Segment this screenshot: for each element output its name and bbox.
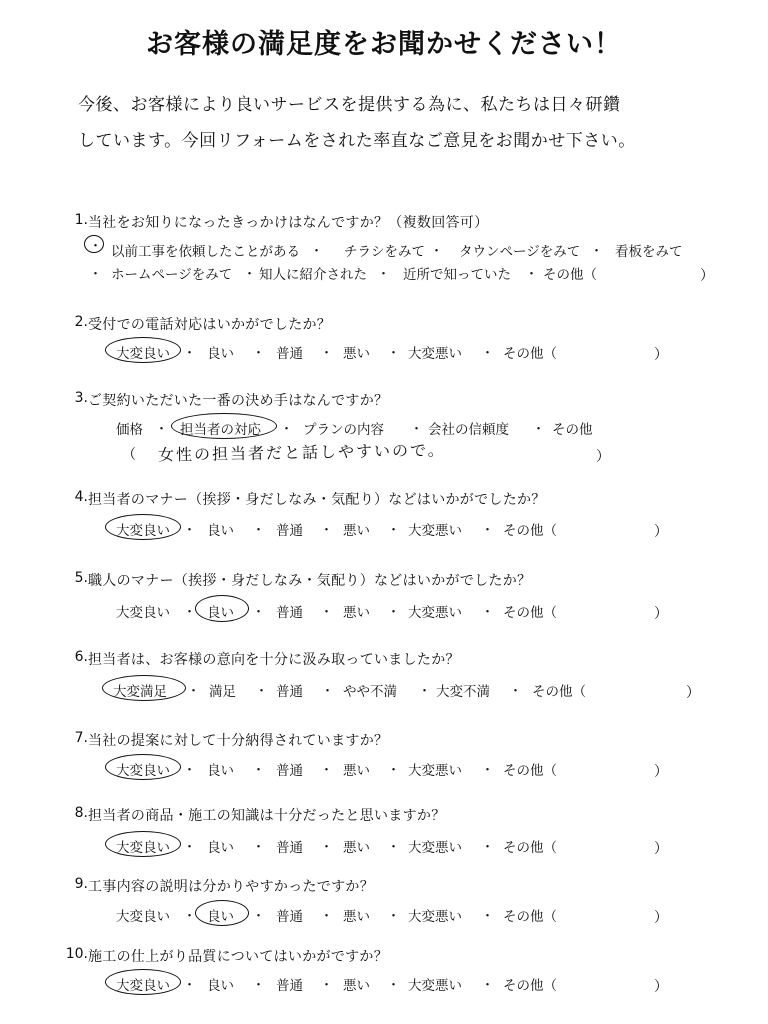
close-paren: ）: [654, 979, 668, 995]
bullet: ・: [183, 909, 197, 924]
bullet: ・: [89, 239, 103, 254]
option[interactable]: 悪い: [343, 523, 370, 539]
bullet: ・: [387, 909, 401, 924]
option[interactable]: 普通: [276, 978, 303, 994]
option[interactable]: 大変悪い: [408, 978, 462, 994]
bullet: ・: [252, 763, 266, 778]
bullet: ・: [387, 346, 401, 361]
option[interactable]: 大変悪い: [408, 523, 462, 539]
option[interactable]: 良い: [207, 763, 234, 779]
option[interactable]: 大変悪い: [408, 840, 462, 856]
option[interactable]: 価格: [116, 422, 143, 438]
option[interactable]: 大変良い: [116, 763, 170, 779]
bullet: ・: [481, 523, 495, 538]
bullet: ・: [183, 605, 197, 620]
other-option[interactable]: その他（: [503, 523, 557, 539]
option[interactable]: 近所で知っていた: [403, 267, 511, 283]
option[interactable]: 悪い: [343, 840, 370, 856]
close-paren: ）: [654, 524, 668, 540]
other-option[interactable]: その他（: [503, 909, 557, 925]
option[interactable]: 悪い: [343, 909, 370, 925]
question-number: 10.: [65, 946, 88, 962]
bullet: ・: [321, 684, 335, 699]
option[interactable]: 良い: [207, 605, 234, 621]
handwritten-answer[interactable]: 女性の担当者だと話しやすいので。: [157, 440, 446, 465]
bullet: ・: [320, 978, 334, 993]
bullet: ・: [481, 346, 495, 361]
option[interactable]: 大変悪い: [408, 346, 462, 362]
survey-title: お客様の満足度をお聞かせください！: [146, 29, 622, 60]
question-text: 工事内容の説明は分かりやすかったですか？: [88, 879, 374, 895]
bullet: ・: [481, 763, 495, 778]
bullet: ・: [183, 978, 197, 993]
option[interactable]: 大変良い: [116, 523, 170, 539]
bullet: ・: [187, 684, 201, 699]
option[interactable]: 悪い: [343, 346, 370, 362]
bullet: ・: [387, 605, 401, 620]
other-option[interactable]: その他（: [503, 763, 557, 779]
bullet: ・: [387, 978, 401, 993]
bullet: ・: [252, 346, 266, 361]
option[interactable]: 以前工事を依頼したことがある: [111, 244, 300, 260]
option[interactable]: 大変悪い: [408, 763, 462, 779]
option[interactable]: 大変悪い: [408, 909, 462, 925]
option[interactable]: 普通: [276, 684, 303, 700]
bullet: ・: [183, 840, 197, 855]
bullet: ・: [89, 267, 103, 282]
other-option[interactable]: その他（: [503, 605, 557, 621]
question-number: 2.: [74, 314, 88, 330]
bullet: ・: [255, 684, 269, 699]
option[interactable]: 看板をみて: [615, 244, 683, 260]
question-text: 当社をお知りになったきっかけはなんですか？（複数回答可）: [88, 215, 489, 231]
intro-line-1: 今後、お客様により良いサービスを提供する為に、私たちは日々研鑽: [78, 95, 621, 115]
open-paren: （: [122, 447, 136, 463]
option[interactable]: 良い: [207, 840, 234, 856]
bullet: ・: [252, 909, 266, 924]
option[interactable]: 大変良い: [116, 605, 170, 621]
bullet: ・: [418, 684, 432, 699]
bullet: ・: [387, 523, 401, 538]
option[interactable]: 普通: [276, 763, 303, 779]
bullet: ・: [183, 346, 197, 361]
bullet: ・: [430, 244, 444, 259]
question-number: 4.: [74, 489, 88, 505]
question-number: 1.: [74, 212, 88, 228]
close-paren: ）: [700, 268, 714, 284]
other-option[interactable]: その他（: [503, 840, 557, 856]
other-option[interactable]: その他（: [503, 346, 557, 362]
close-paren: ）: [654, 910, 668, 926]
bullet: ・: [320, 346, 334, 361]
close-paren: ）: [686, 685, 700, 701]
close-paren: ）: [654, 347, 668, 363]
option[interactable]: タウンページをみて: [459, 244, 581, 260]
bullet: ・: [377, 267, 391, 282]
bullet: ・: [183, 523, 197, 538]
option[interactable]: 普通: [276, 523, 303, 539]
bullet: ・: [590, 244, 604, 259]
bullet: ・: [320, 523, 334, 538]
option[interactable]: 大変満足: [113, 684, 167, 700]
option[interactable]: 知人に紹介された: [259, 267, 367, 283]
option[interactable]: チラシをみて: [344, 244, 425, 260]
question-number: 9.: [74, 876, 88, 892]
option[interactable]: 良い: [207, 909, 234, 925]
bullet: ・: [243, 267, 257, 282]
bullet: ・: [320, 840, 334, 855]
bullet: ・: [252, 978, 266, 993]
option[interactable]: 良い: [207, 346, 234, 362]
bullet: ・: [532, 422, 546, 437]
question-number: 3.: [74, 390, 88, 406]
question-text: 担当者は、お客様の意向を十分に汲み取っていましたか？: [88, 652, 460, 668]
question-text: ご契約いただいた一番の決め手はなんですか？: [88, 393, 389, 409]
bullet: ・: [481, 840, 495, 855]
close-paren: ）: [654, 606, 668, 622]
close-paren: ）: [654, 841, 668, 857]
option[interactable]: プランの内容: [303, 422, 384, 438]
option[interactable]: 大変良い: [116, 840, 170, 856]
bullet: ・: [387, 840, 401, 855]
question-number: 6.: [74, 649, 88, 665]
option[interactable]: 満足: [209, 684, 236, 700]
option[interactable]: 普通: [276, 346, 303, 362]
option[interactable]: 悪い: [343, 763, 370, 779]
bullet: ・: [320, 605, 334, 620]
option[interactable]: 大変悪い: [408, 605, 462, 621]
option[interactable]: 普通: [276, 605, 303, 621]
bullet: ・: [481, 605, 495, 620]
option[interactable]: 大変良い: [116, 909, 170, 925]
other-option[interactable]: その他（: [532, 684, 586, 700]
bullet: ・: [310, 244, 324, 259]
bullet: ・: [387, 763, 401, 778]
option[interactable]: 悪い: [343, 605, 370, 621]
option[interactable]: 大変良い: [116, 978, 170, 994]
bullet: ・: [252, 605, 266, 620]
question-text: 受付での電話対応はいかがでしたか？: [88, 317, 332, 333]
option[interactable]: 悪い: [343, 978, 370, 994]
bullet: ・: [320, 909, 334, 924]
bullet: ・: [525, 267, 539, 282]
bullet: ・: [183, 763, 197, 778]
other-option[interactable]: その他（: [503, 978, 557, 994]
other-option[interactable]: その他: [552, 422, 593, 438]
bullet: ・: [280, 422, 294, 437]
option[interactable]: 大変不満: [436, 684, 490, 700]
option[interactable]: 良い: [207, 523, 234, 539]
question-number: 8.: [74, 805, 88, 821]
question-number: 7.: [74, 730, 88, 746]
bullet: ・: [252, 840, 266, 855]
option[interactable]: 会社の信頼度: [428, 422, 509, 438]
bullet: ・: [320, 763, 334, 778]
bullet: ・: [481, 909, 495, 924]
bullet: ・: [509, 684, 523, 699]
question-text: 当社の提案に対して十分納得されていますか？: [88, 733, 389, 749]
option[interactable]: やや不満: [343, 684, 397, 700]
question-text: 職人のマナー（挨拶・身だしなみ・気配り）などはいかがでしたか？: [88, 573, 532, 589]
bullet: ・: [481, 978, 495, 993]
option[interactable]: ホームページをみて: [111, 267, 233, 283]
option[interactable]: 良い: [207, 978, 234, 994]
question-text: 担当者のマナー（挨拶・身だしなみ・気配り）などはいかがでしたか？: [88, 492, 546, 508]
option[interactable]: 普通: [276, 909, 303, 925]
question-text: 施工の仕上がり品質についてはいかがですか？: [88, 949, 389, 965]
question-text: 担当者の商品・施工の知識は十分だったと思いますか？: [88, 808, 446, 824]
bullet: ・: [252, 523, 266, 538]
bullet: ・: [410, 422, 424, 437]
option[interactable]: 大変良い: [116, 346, 170, 362]
intro-line-2: しています。今回リフォームをされた率直なご意見をお聞かせ下さい。: [78, 131, 636, 151]
option[interactable]: 担当者の対応: [180, 422, 261, 438]
bullet: ・: [155, 422, 169, 437]
close-paren: ）: [654, 764, 668, 780]
other-option[interactable]: その他（: [543, 267, 597, 283]
option[interactable]: 普通: [276, 840, 303, 856]
close-paren: ）: [596, 449, 610, 465]
question-number: 5.: [74, 570, 88, 586]
